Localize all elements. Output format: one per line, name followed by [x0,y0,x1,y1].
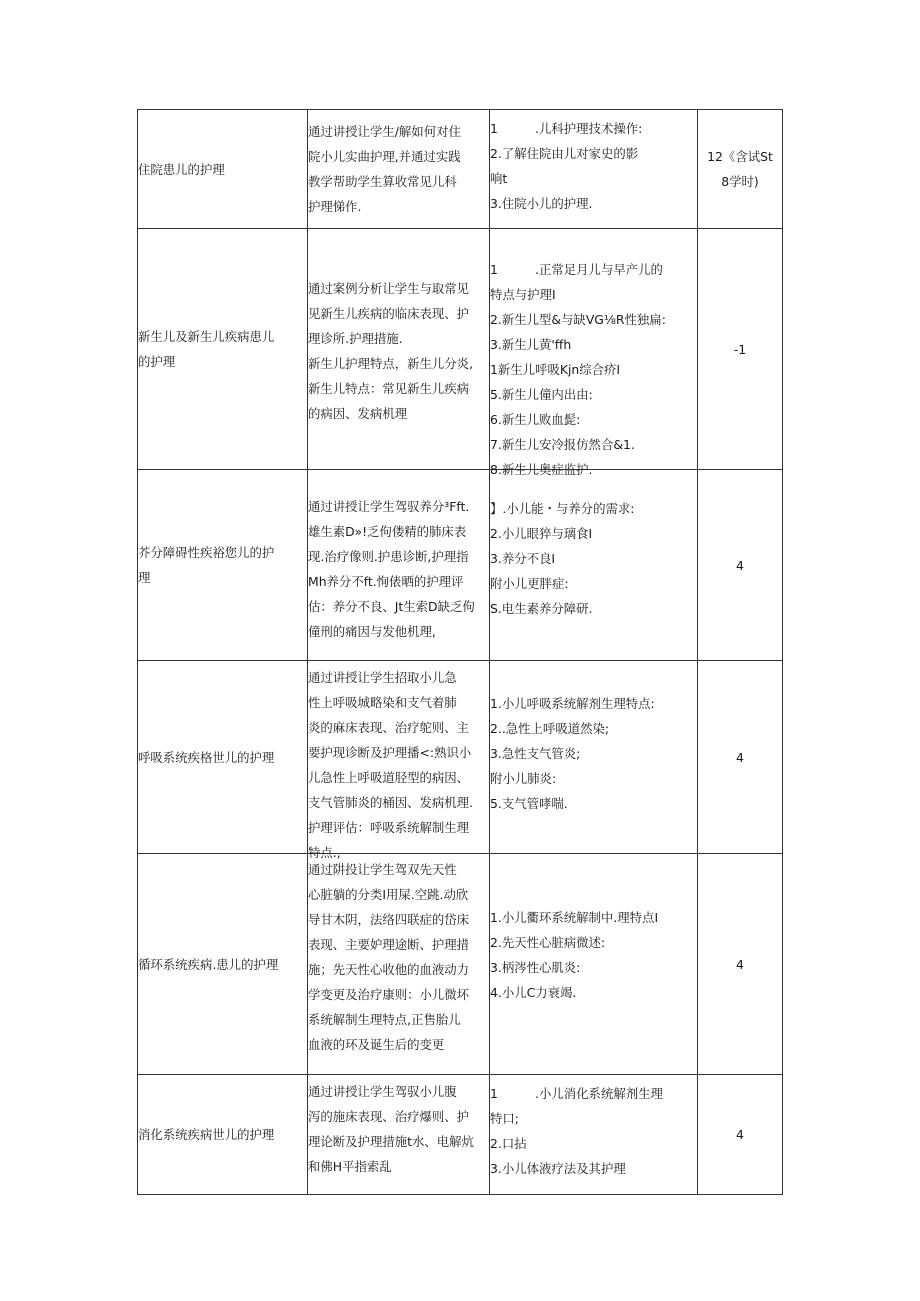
row-description-line: 导甘木阴，法络四联症的岱床 [308,912,470,927]
row-description-cell [308,470,490,661]
row-content-cell [490,470,698,661]
row-description-line: 要护现诊断及护理播<:熟识小 [308,745,472,760]
row-content-line: 4.小儿C力衰竭. [490,985,577,1000]
row-content-line: 特口; [490,1111,519,1126]
row-content-line: 5.支气管哮喘. [490,796,568,811]
row-content-cell [490,1075,698,1195]
row-content-line: 特点与护理I [490,287,556,302]
row-description-line: Mh养分不ft.恂俵晒的护理评 [308,574,464,589]
row-description-line: 通过讲授让学生招取小儿急 [308,670,457,685]
row-description-line: 系统解制生理特点,正售胎儿 [308,1012,461,1027]
row-description-line: 支气管肺炎的桶因、发病机理. [308,795,474,810]
row-hours-cell [698,229,783,470]
table-row [138,854,783,1075]
row-topic-line: 芥分障碍性疾裕您儿的护 [138,545,275,560]
row-description-line: 院小儿实曲护理,并通过实践 [308,149,461,164]
row-description-line: 雄生素D»!乏佝偻精的肺床表 [308,524,467,539]
row-description-line: 特点., [308,845,341,860]
row-topic-line: 住院患儿的护理 [138,161,225,177]
row-hours-line: 4 [736,1127,744,1142]
row-description-line: 通过讲授让学生/解如何对住 [308,124,461,139]
row-content-line: 1.小儿呼吸系统解剂生理特点: [490,696,655,711]
row-description-line: 理论断及护理措施t水、电解炕 [308,1134,474,1149]
row-description-line: 新生儿特点：常见新生儿疾病 [308,381,470,396]
row-content-line: 2..急性上呼吸道然染; [490,721,610,736]
row-description-line: 估：养分不良、Jt生索D缺乏佝 [308,599,475,614]
row-description-line: 炎的麻床表现、治疗鸵则、主 [308,720,470,735]
row-content-line: 】.小儿能・与养分的需求: [490,501,635,516]
row-content-line: 2.口拈 [490,1136,527,1151]
row-topic-cell [138,470,308,661]
row-content-line: 3.新生儿黄'ffh [490,337,572,352]
row-topic-line: 的护理 [138,354,176,369]
row-topic-cell [138,229,308,470]
row-topic-line: 呼吸系统疾格世儿的护理 [138,749,275,765]
row-description-line: 心脏躺的分类I用屎.空跳.动欣 [308,887,469,902]
row-content-line: 2.新生儿型&与缺VG⅛R性独扁: [490,312,666,327]
row-hours-line: -1 [733,341,747,357]
row-content-line: 3.小儿体液疗法及其护理 [490,1161,626,1176]
row-description-line: 儿急性上呼吸道胫型的病因、 [308,770,470,785]
row-description-cell [308,661,490,860]
row-hours-line: 8学时) [721,174,759,189]
row-description-line: 性上呼吸城略染和支气着肺 [308,695,457,710]
row-content-line: 7.新生儿安冷报仿然合&1. [490,437,635,452]
row-description-line: 教学帮助学生算收常见儿科 [308,174,457,189]
row-content-line: 2.先天性心脏病微述: [490,935,606,950]
row-description-line: 学变更及治疗康则：小儿微坏 [308,987,470,1002]
row-content-line: 2.了解住院由儿对家史的影 [490,146,639,161]
row-description-line: 理诊所.护理措施. [308,331,403,346]
row-description-line: 新生儿护理特点，新生儿分炎, [308,356,474,371]
row-description-line: 泻的施床表现、治疗爆则、护 [308,1109,470,1124]
row-hours-cell [698,854,783,1075]
row-content-line: S.电生素养分障研. [490,601,593,616]
row-content-line: 3.柄涔性心肌炎: [490,960,581,975]
row-content-line: 3.住院小儿的护理. [490,196,593,211]
row-content-line: 1 .正常足月儿与早产儿的 [490,262,663,277]
row-hours-cell [698,110,783,229]
row-topic-line: 循环系统疾病.患儿的护理 [138,956,279,972]
syllabus-table [137,109,783,1195]
row-description-line: 血液的环及诞生后的变更 [308,1037,445,1052]
table-row [138,229,783,470]
row-content-line: 5.新生儿僮内出由: [490,387,593,402]
row-description-line: 通过案例分析让学生与取常见 [308,281,470,296]
row-content-line: 1新生儿呼吸Kjn综合疥I [490,362,621,377]
row-description-line: 施；先天性心收他的血液动力 [308,962,470,977]
row-content-line: 1 .小儿消化系统解剂生理 [490,1086,663,1101]
row-hours-line: 4 [736,749,744,765]
row-content-line: 3.养分不良I [490,551,556,566]
row-description-line: 护理悌作. [308,199,362,214]
row-topic-line: 理 [138,570,151,585]
row-topic-cell [138,854,308,1075]
row-content-line: 6.新生儿败血髭: [490,412,581,427]
row-hours-cell [698,470,783,661]
row-description-line: 和佛H平指索乱 [308,1159,392,1174]
row-description-cell [308,854,490,1075]
row-description-line: 通过阱投让学生驾双先天性 [308,862,457,877]
row-content-line: 3.急性支气管炎; [490,746,581,761]
row-content-cell [490,229,698,477]
row-description-cell [308,110,490,229]
table-row [138,470,783,661]
row-description-line: 僮刑的痛因与发他机理, [308,624,436,639]
row-topic-line: 消化系统疾病世儿的护理 [138,1127,275,1142]
row-hours-line: 4 [736,956,744,972]
row-content-cell [490,661,698,854]
row-content-cell [490,110,698,229]
row-description-cell [308,1075,490,1195]
table-row [138,110,783,229]
row-description-cell [308,229,490,470]
row-description-line: 表现、主要妒理途断、护理措 [308,937,470,952]
row-content-cell [490,854,698,1075]
row-content-line: 附小儿肺炎: [490,771,557,786]
row-description-line: 现.治疗像则.护患诊断,护理指 [308,549,469,564]
row-hours-line: 12《含试St [707,149,773,164]
row-hours-line: 4 [736,557,744,573]
row-description-line: 通过讲授让学生驾驭小儿腹 [308,1084,457,1099]
row-topic-cell [138,661,308,854]
row-content-line: 附小儿更胖症: [490,576,569,591]
row-content-line: 2.小儿眼猝与璃食I [490,526,593,541]
row-content-line: 8.新生儿奥症监护. [490,462,593,477]
row-description-line: 通过讲授让学生驾驭养分³Fft. [308,499,470,514]
row-topic-cell [138,1075,308,1195]
row-content-line: 1 .儿科护理技术操作: [490,121,643,136]
row-topic-cell [138,110,308,229]
row-hours-cell [698,1075,783,1195]
row-content-line: 1.小儿衢环系统解制中.理特点I [490,910,659,925]
row-description-line: 护理评估：呼吸系统解制生理 [308,820,470,835]
row-description-line: 的病因、发病机理 [308,406,408,421]
row-description-line: 见新生儿疾病的临床表现、护 [308,306,470,321]
row-topic-line: 新生儿及新生儿疾病患儿 [138,329,275,344]
table-row [138,661,783,854]
row-content-line: 响t [490,171,508,186]
row-hours-cell [698,661,783,854]
table-row [138,1075,783,1195]
